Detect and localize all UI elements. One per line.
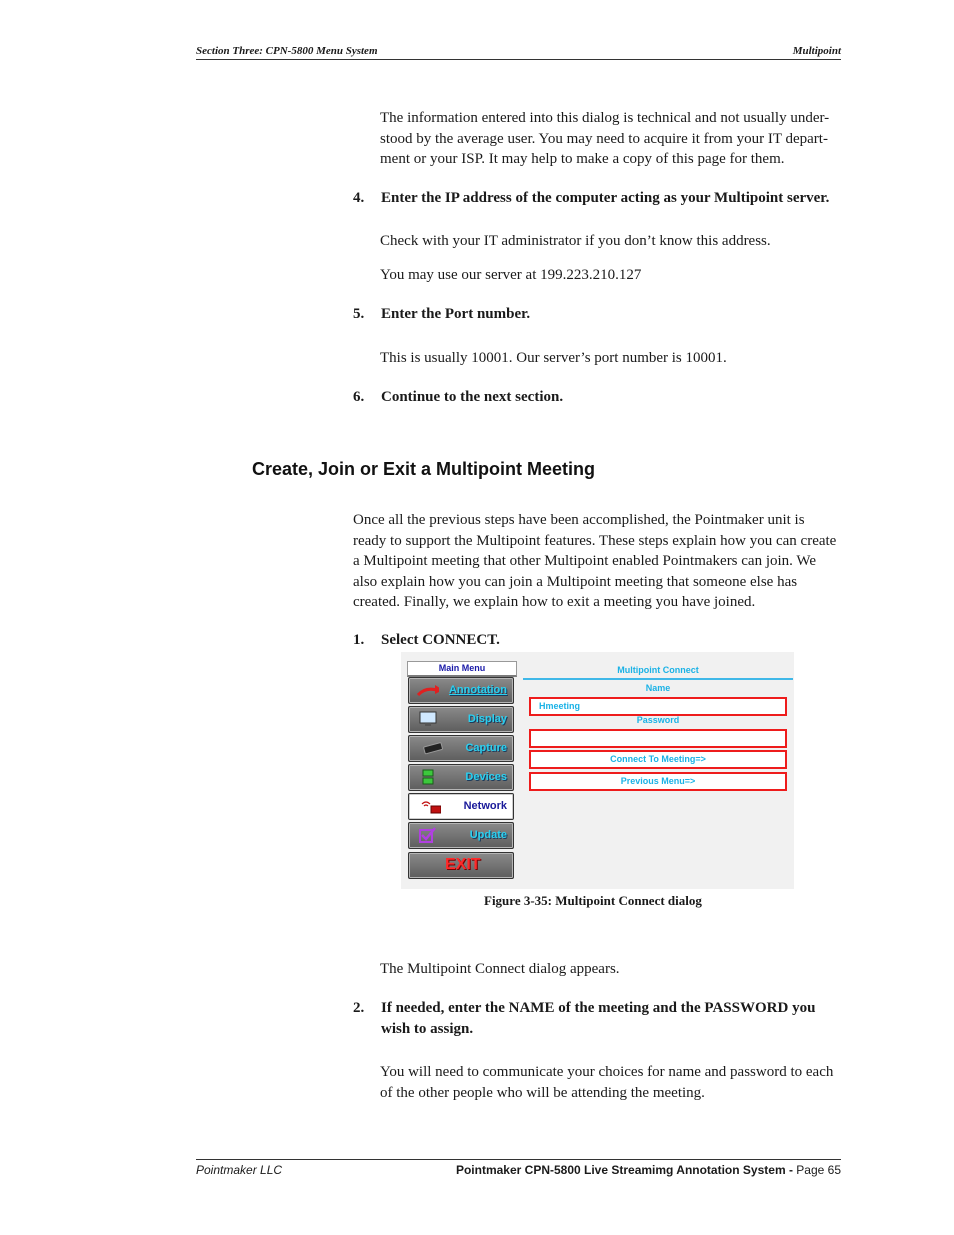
main-menu-title: Main Menu [407, 661, 517, 677]
step-2 [353, 998, 843, 1040]
page-header [196, 45, 841, 60]
after-figure-paragraph: The Multipoint Connect dialog appears. [380, 961, 620, 977]
password-field[interactable] [529, 729, 787, 748]
step-4-note-1: Check with your IT administrator if you don’t know this address. [380, 233, 771, 249]
footer-product: Pointmaker CPN-5800 Live Streamimg Annotation System - [455, 1163, 797, 1177]
menu-button-network[interactable] [408, 793, 514, 820]
menu-button-display[interactable] [408, 706, 514, 733]
step-5-note: This is usually 10001. Our server’s port number is 10001. [380, 350, 727, 366]
figure-caption: Figure 3-35: Multipoint Connect dialog [484, 893, 702, 908]
step-text: Continue to the next section. [381, 389, 564, 405]
menu-label: Capture [465, 742, 507, 754]
previous-menu-button[interactable]: Previous Menu=> [529, 772, 787, 791]
step-text: If needed, enter the NAME of the meeting and the PASSWORD you wish to assign. [381, 1000, 816, 1037]
step-text: Enter the IP address of the computer acting as your Multipoint server. [381, 190, 830, 206]
usb-drive-icon [419, 740, 443, 756]
step-number: 2. [353, 1000, 365, 1016]
multipoint-connect-figure [401, 652, 794, 889]
monitor-icon [419, 711, 437, 727]
footer-title [456, 1163, 841, 1177]
checkbox-icon [419, 827, 437, 843]
step-number: 6. [353, 389, 365, 405]
step-number: 1. [353, 632, 365, 648]
menu-button-devices[interactable] [408, 764, 514, 791]
section-paragraph: Once all the previous steps have been accomplished, the Pointmaker unit is ready to support the Multipoint features. These steps explain how you can create a Multipoint meeting that other Multipoint enabled Pointmakers can join. We also explain how you can join a Multipoint meeting that someone else has created. Finally, we explain how to exit a meeting you have joined. [353, 512, 837, 610]
step-4-note-2: You may use our server at 199.223.210.127 [380, 267, 642, 283]
step-1 [353, 630, 843, 651]
dialog-title: Multipoint Connect [617, 665, 699, 675]
menu-label: Update [469, 829, 507, 841]
step-2-note: You will need to communicate your choices for name and password to each of the other people who will be attending the meeting. [380, 1064, 834, 1101]
step-5 [353, 304, 843, 325]
step-text: Select CONNECT. [381, 632, 500, 648]
dialog-title-rule [523, 678, 793, 680]
name-label: Name [645, 683, 671, 693]
menu-label: Network [463, 800, 507, 812]
meeting-name-field[interactable] [529, 697, 787, 716]
step-4 [353, 188, 843, 209]
menu-label: Display [467, 713, 507, 725]
meeting-name-value: Hmeeting [539, 701, 581, 711]
password-label: Password [636, 715, 680, 725]
network-icon [419, 798, 441, 814]
intro-paragraph: The information entered into this dialog is technical and not usually under-stood by the average user. You may need to acquire it from your IT depart-ment or your ISP. It may help to make a copy of this page for them. [380, 110, 830, 167]
header-chapter: Multipoint [792, 45, 841, 57]
section-heading: Create, Join or Exit a Multipoint Meeting [252, 459, 596, 479]
password-value [531, 733, 539, 743]
exit-label: EXIT [445, 856, 481, 873]
menu-button-capture[interactable] [408, 735, 514, 762]
footer-page: Page 65 [796, 1163, 841, 1177]
menu-button-exit[interactable] [408, 852, 514, 879]
connect-to-meeting-button[interactable]: Connect To Meeting=> [529, 750, 787, 769]
step-text: Enter the Port number. [381, 306, 531, 322]
step-number: 5. [353, 306, 365, 322]
step-number: 4. [353, 190, 365, 206]
device-icon [419, 769, 437, 785]
menu-button-update[interactable] [408, 822, 514, 849]
arrow-icon [413, 682, 439, 698]
step-6 [353, 387, 843, 408]
header-section: Section Three: CPN-5800 Menu System [196, 45, 378, 57]
footer-company: Pointmaker LLC [196, 1163, 283, 1177]
menu-label: Annotation [448, 684, 507, 696]
menu-label: Devices [465, 771, 507, 783]
menu-button-annotation[interactable] [408, 677, 514, 704]
page-footer [196, 1159, 841, 1180]
